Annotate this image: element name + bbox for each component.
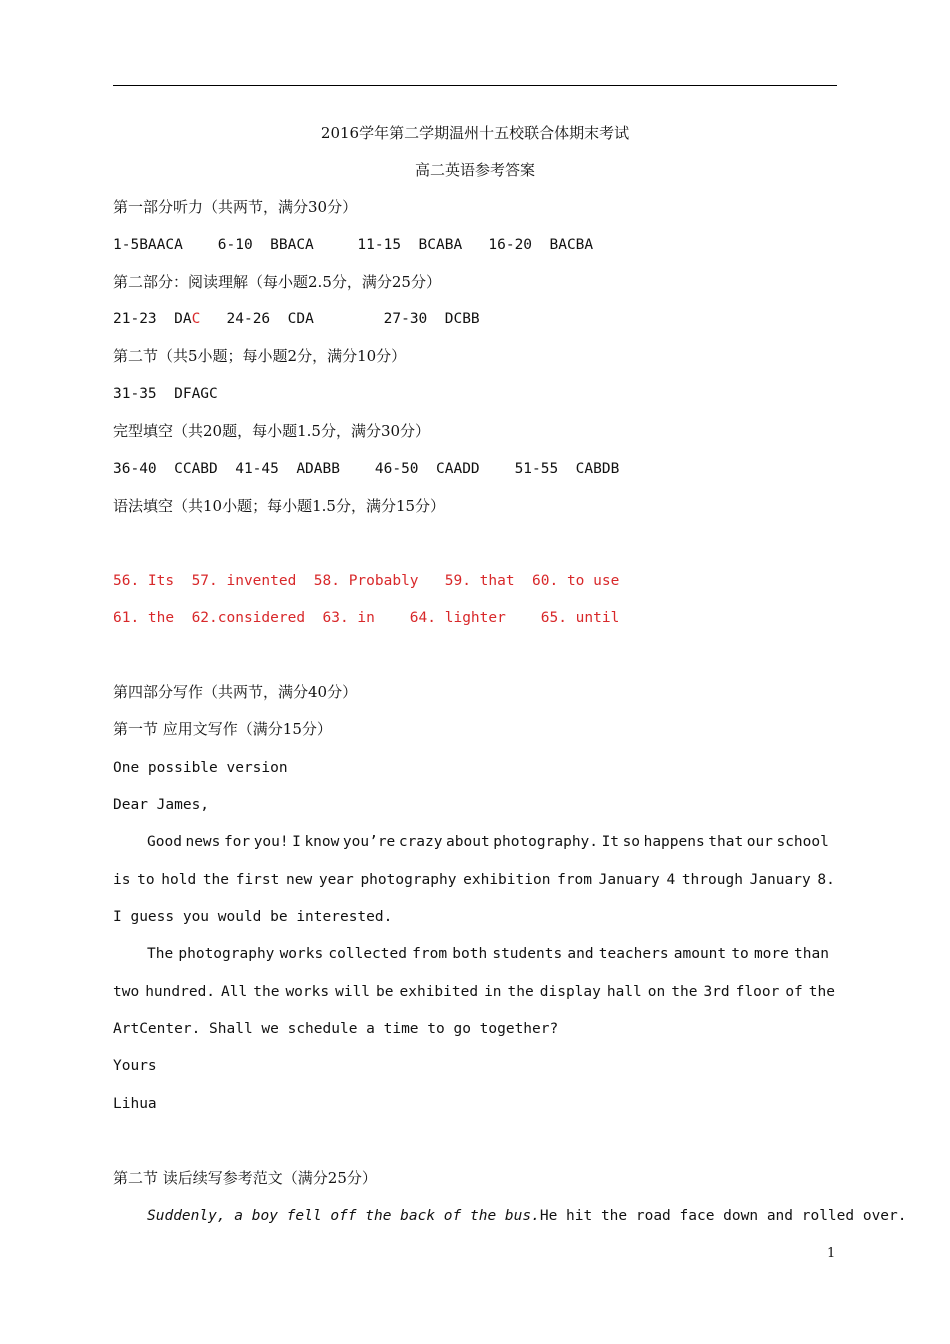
page-number: 1 — [827, 1246, 836, 1261]
word: floor — [735, 984, 780, 1000]
word: and — [567, 946, 594, 962]
letter-para2-line1 — [147, 944, 829, 964]
letter-closing: Yours — [113, 1058, 157, 1074]
word: 3rd — [703, 984, 730, 1000]
word: hold — [161, 872, 197, 888]
word: school — [776, 834, 829, 850]
word: for — [223, 834, 251, 850]
header-rule — [113, 85, 837, 86]
part2-answers — [113, 309, 480, 329]
word: first — [235, 872, 280, 888]
word: two — [113, 984, 140, 1000]
word: 4 — [666, 872, 676, 888]
word: happens — [643, 834, 705, 850]
word: works — [279, 946, 324, 962]
word: hundred. — [145, 984, 216, 1000]
answers-21-22: 21-23 DA — [113, 311, 192, 327]
letter-para1-line1 — [147, 832, 829, 852]
word: January — [749, 872, 811, 888]
word: collected — [328, 946, 407, 962]
word: more — [753, 946, 789, 962]
word: from — [557, 872, 593, 888]
word: photography — [178, 946, 275, 962]
word: news — [185, 834, 221, 850]
word: of — [785, 984, 803, 1000]
word: that — [708, 834, 744, 850]
word: both — [452, 946, 488, 962]
letter-para2-line3: ArtCenter. Shall we schedule a time to go together? — [113, 1021, 559, 1037]
letter-signature: Lihua — [113, 1096, 157, 1112]
word: January — [598, 872, 660, 888]
part2-section2-heading: 第二节（共5小题；每小题2分，满分10分） — [113, 347, 407, 365]
version-label: One possible version — [113, 760, 288, 776]
word: will — [335, 984, 371, 1000]
word: I — [292, 834, 301, 850]
word: photography — [360, 872, 457, 888]
word: know — [304, 834, 340, 850]
letter-para1-line2 — [113, 870, 835, 890]
part4-heading: 第四部分写作（共两节，满分40分） — [113, 683, 358, 701]
document-subtitle: 高二英语参考答案 — [414, 161, 535, 179]
word: the — [253, 984, 280, 1000]
word: you’re — [342, 834, 396, 850]
word: The — [147, 946, 174, 962]
word: crazy — [398, 834, 443, 850]
word: works — [285, 984, 330, 1000]
word: 8. — [817, 872, 835, 888]
word: through — [681, 872, 743, 888]
word: It — [601, 834, 620, 850]
word: year — [318, 872, 354, 888]
word: is — [113, 872, 131, 888]
part2-heading: 第二部分：阅读理解（每小题2.5分，满分25分） — [113, 273, 441, 291]
word: to — [137, 872, 155, 888]
word: display — [539, 984, 601, 1000]
grammar-answers-line2: 61. the 62.considered 63. in 64. lighter 65. until — [113, 610, 620, 626]
writing-section1-heading: 第一节 应用文写作（满分15分） — [113, 720, 332, 738]
continuation-sentence: He hit the road face down and rolled over. — [539, 1208, 907, 1224]
part1-answers: 1-5BAACA 6-10 BBACA 11-15 BCABA 16-20 BACBA — [113, 237, 594, 253]
word: teachers — [598, 946, 669, 962]
word: so — [622, 834, 641, 850]
writing-section2-heading: 第二节 读后续写参考范文（满分25分） — [113, 1169, 377, 1187]
grammar-answers-line1: 56. Its 57. invented 58. Probably 59. that 60. to use — [113, 573, 620, 589]
document-title: 2016学年第二学期温州十五校联合体期末考试 — [320, 124, 630, 142]
word: the — [671, 984, 698, 1000]
answers-24-30: 24-26 CDA 27-30 DCBB — [200, 311, 480, 327]
word: the — [202, 872, 230, 888]
part1-heading: 第一部分听力（共两节，满分30分） — [113, 198, 358, 216]
word: from — [412, 946, 448, 962]
part2-section2-answers: 31-35 DFAGC — [113, 386, 218, 402]
answer-23-highlight: C — [191, 311, 201, 327]
word: students — [492, 946, 563, 962]
cloze-heading: 完型填空（共20题，每小题1.5分，满分30分） — [113, 422, 431, 440]
letter-para2-line2 — [113, 982, 835, 1002]
word: All — [221, 984, 248, 1000]
word: exhibition — [463, 872, 551, 888]
word: in — [484, 984, 502, 1000]
word: new — [286, 872, 313, 888]
word: be — [376, 984, 394, 1000]
word: about — [446, 834, 490, 850]
word: amount — [673, 946, 727, 962]
word: our — [746, 834, 773, 850]
word: to — [731, 946, 749, 962]
letter-salutation: Dear James, — [113, 797, 210, 813]
word: Good — [147, 834, 182, 850]
word: you! — [253, 834, 289, 850]
grammar-heading: 语法填空（共10小题；每小题1.5分，满分15分） — [113, 497, 446, 515]
word: photography. — [493, 834, 599, 850]
continuation-italic-sentence: Suddenly, a boy fell off the back of the bus. — [147, 1208, 540, 1224]
word: hall — [606, 984, 642, 1000]
word: the — [808, 984, 835, 1000]
word: exhibited — [399, 984, 479, 1000]
word: than — [794, 946, 829, 962]
cloze-answers: 36-40 CCABD 41-45 ADABB 46-50 CAADD 51-55 CABDB — [113, 461, 620, 477]
letter-para1-line3: I guess you would be interested. — [113, 909, 393, 925]
word: the — [507, 984, 534, 1000]
word: on — [647, 984, 666, 1000]
continuation-opening — [147, 1206, 907, 1226]
